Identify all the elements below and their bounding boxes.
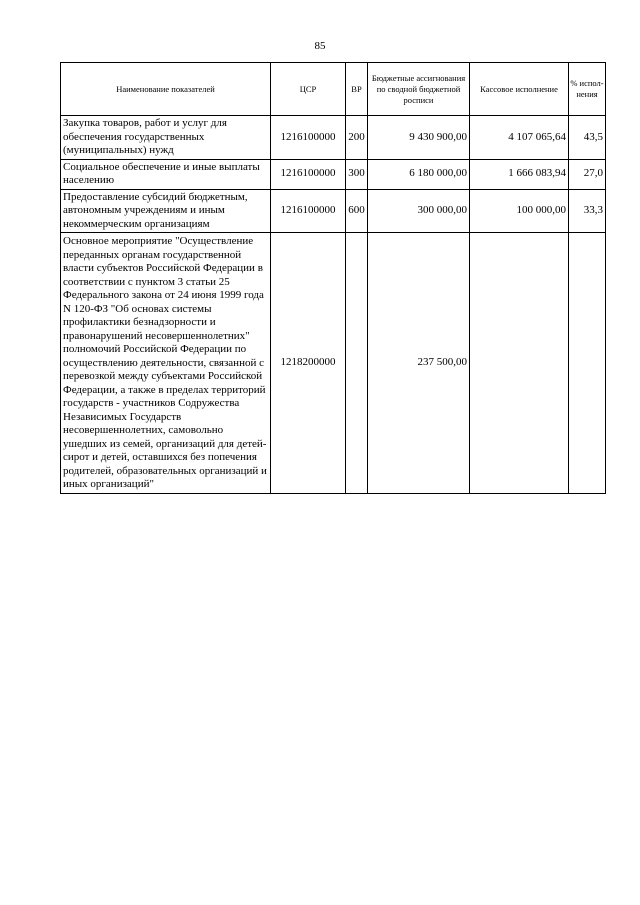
- cell-execution-percent: 27,0: [569, 159, 606, 189]
- header-vr: ВР: [346, 63, 368, 116]
- cell-vr: [346, 233, 368, 494]
- cell-vr: 200: [346, 116, 368, 160]
- cell-budget-allocations: 300 000,00: [368, 189, 470, 233]
- cell-vr: 300: [346, 159, 368, 189]
- cell-cash-execution: [470, 233, 569, 494]
- cell-budget-allocations: 6 180 000,00: [368, 159, 470, 189]
- table-row: [61, 189, 606, 233]
- table-row: [61, 233, 606, 494]
- header-csr: ЦСР: [271, 63, 346, 116]
- cell-csr: 1216100000: [271, 159, 346, 189]
- cell-cash-execution: 100 000,00: [470, 189, 569, 233]
- header-cash-execution: Кассовое исполнение: [470, 63, 569, 116]
- cell-indicator-name: Закупка товаров, работ и услуг для обеспечения государственных (муниципальных) нужд: [61, 116, 271, 160]
- table-body: [61, 116, 606, 494]
- budget-execution-table: [60, 62, 606, 494]
- cell-execution-percent: 33,3: [569, 189, 606, 233]
- page-number: 85: [314, 40, 326, 52]
- cell-indicator-name: Основное мероприятие "Осуществление переданных органам государственной власти субъектов Российской Федерации в соответствии с пунктом 3 статьи 25 Федерального закона от 24 июня 1999 года N 120-ФЗ "Об основах системы профилактики безнадзорности и правонарушений несовершеннолетних" полномочий Российской Федерации по осуществлению деятельности, связанной с перевозкой между субъектами Российской Федерации, а также в пределах территорий государств - участников Содружества Независимых Государств несовершеннолетних, самовольно ушедших из семей, организаций для детей-сирот и детей, оставшихся без попечения родителей, образовательных организаций и иных организаций": [61, 233, 271, 494]
- cell-csr: 1218200000: [271, 233, 346, 494]
- cell-cash-execution: 1 666 083,94: [470, 159, 569, 189]
- cell-budget-allocations: 237 500,00: [368, 233, 470, 494]
- table-header-row: [61, 63, 606, 116]
- header-indicator-name: Наименование показателей: [61, 63, 271, 116]
- cell-execution-percent: [569, 233, 606, 494]
- table-row: [61, 116, 606, 160]
- cell-cash-execution: 4 107 065,64: [470, 116, 569, 160]
- cell-csr: 1216100000: [271, 189, 346, 233]
- cell-budget-allocations: 9 430 900,00: [368, 116, 470, 160]
- cell-indicator-name: Предоставление субсидий бюджетным, автономным учреждениям и иным некоммерческим организациям: [61, 189, 271, 233]
- header-budget-allocations: Бюджетные ассигнования по сводной бюджетной росписи: [368, 63, 470, 116]
- cell-vr: 600: [346, 189, 368, 233]
- cell-indicator-name: Социальное обеспечение и иные выплаты населению: [61, 159, 271, 189]
- cell-execution-percent: 43,5: [569, 116, 606, 160]
- table-row: [61, 159, 606, 189]
- header-execution-percent: % испол- нения: [569, 63, 606, 116]
- cell-csr: 1216100000: [271, 116, 346, 160]
